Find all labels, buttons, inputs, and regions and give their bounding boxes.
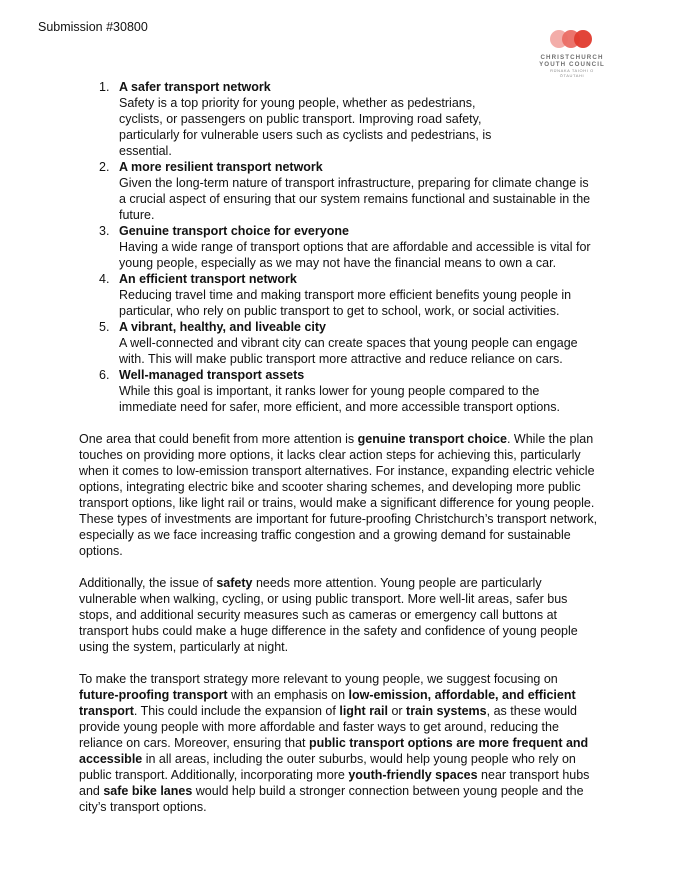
list-number: 3. bbox=[99, 224, 110, 238]
document-body bbox=[79, 79, 599, 815]
logo-line-2: YOUTH COUNCIL bbox=[539, 61, 605, 68]
goal-title: A safer transport network bbox=[119, 80, 271, 94]
text-run: . This could include the expansion of bbox=[133, 704, 340, 718]
paragraph-safety bbox=[79, 575, 599, 655]
text-run: , as these would provide young people with more affordable and faster ways to get around, reducing the reliance on cars. Moreover, ensuring that bbox=[79, 704, 577, 750]
text-run: needs more attention. Young people are particularly vulnerable when walking, cycling, or using public transport. More well-lit areas, safer bus stops, and additional security measures such as cameras or emergency call buttons at transport hubs could make a huge difference in the safety and confidence of young people using the system, particularly at night. bbox=[79, 576, 578, 654]
logo-circle-dark bbox=[574, 30, 592, 48]
list-item bbox=[79, 79, 599, 159]
bold-run: public transport options are more frequent and accessible bbox=[79, 736, 589, 766]
list-item bbox=[79, 159, 599, 223]
logo-circles bbox=[537, 30, 607, 54]
paragraph-recommendations bbox=[79, 671, 599, 815]
list-number: 5. bbox=[99, 320, 110, 334]
goal-description: Safety is a top priority for young people, whether as pedestrians, cyclists, or passengers on public transport. Improving road safety, particularly for vulnerable users such as cyclists and pedestrians, is essential. bbox=[119, 96, 492, 158]
goal-description: A well-connected and vibrant city can create spaces that young people can engage with. This will make public transport more attractive and reduce reliance on cars. bbox=[119, 336, 578, 366]
transport-goals-list bbox=[79, 79, 599, 415]
goal-title: A more resilient transport network bbox=[119, 160, 323, 174]
bold-run: low-emission, affordable, and efficient transport bbox=[79, 688, 576, 718]
goal-description: Having a wide range of transport options that are affordable and accessible is vital for young people, especially as we may not have the financial means to own a car. bbox=[119, 240, 591, 270]
goal-description: Given the long-term nature of transport infrastructure, preparing for climate change is a crucial aspect of ensuring that our system remains functional and sustainable in the future. bbox=[119, 176, 591, 222]
list-number: 2. bbox=[99, 160, 110, 174]
text-run: To make the transport strategy more relevant to young people, we suggest focusing on bbox=[79, 672, 558, 686]
list-number: 1. bbox=[99, 80, 110, 94]
list-number: 6. bbox=[99, 368, 110, 382]
paragraph-transport-choice bbox=[79, 431, 599, 559]
text-run: in all areas, including the outer suburbs, would help young people who rely on public transport. Additionally, incorporating more bbox=[79, 752, 576, 782]
bold-run: safety bbox=[216, 576, 253, 590]
text-run: . While the plan touches on providing more options, it lacks clear action steps for achieving this, particularly when it comes to low-emission transport alternatives. For instance, expanding electric vehicle options, integrating electric bike and scooter sharing schemes, and developing more public transport options, like light rail or trains, would make a significant difference for young people. These types of investments are important for future-proofing Christchurch’s transport network, especially as we face increasing traffic congestion and a growing demand for sustainable options. bbox=[79, 432, 598, 558]
text-run: Additionally, the issue of bbox=[79, 576, 217, 590]
text-run: would help build a stronger connection between young people and the city’s transport options. bbox=[79, 784, 584, 814]
text-run: near transport hubs and bbox=[79, 768, 590, 798]
bold-run: youth-friendly spaces bbox=[348, 768, 478, 782]
bold-run: safe bike lanes bbox=[103, 784, 193, 798]
goal-title: Genuine transport choice for everyone bbox=[119, 224, 349, 238]
submission-header: Submission #30800 bbox=[38, 20, 148, 34]
bold-run: light rail bbox=[339, 704, 388, 718]
goal-title: Well-managed transport assets bbox=[119, 368, 305, 382]
text-run: One area that could benefit from more attention is bbox=[79, 432, 358, 446]
list-number: 4. bbox=[99, 272, 110, 286]
list-item bbox=[79, 367, 599, 415]
logo-line-3: RŪNAKA TAIOHI O bbox=[550, 68, 594, 73]
logo-line-1: CHRISTCHURCH bbox=[540, 54, 604, 61]
list-item bbox=[79, 271, 599, 319]
youth-council-logo bbox=[537, 30, 607, 86]
goal-title: A vibrant, healthy, and liveable city bbox=[119, 320, 327, 334]
list-item bbox=[79, 223, 599, 271]
list-item bbox=[79, 319, 599, 367]
bold-run: future-proofing transport bbox=[79, 688, 228, 702]
bold-run: genuine transport choice bbox=[357, 432, 507, 446]
bold-run: train systems bbox=[406, 704, 487, 718]
goal-description: Reducing travel time and making transport more efficient benefits young people in particular, who rely on public transport to get to school, work, or social activities. bbox=[119, 288, 572, 318]
logo-line-4: ŌTAUTAHI bbox=[559, 73, 585, 78]
text-run: with an emphasis on bbox=[227, 688, 349, 702]
goal-title: An efficient transport network bbox=[119, 272, 297, 286]
text-run: or bbox=[387, 704, 407, 718]
goal-description: While this goal is important, it ranks lower for young people compared to the immediate need for safer, more efficient, and more accessible transport options. bbox=[119, 384, 560, 414]
